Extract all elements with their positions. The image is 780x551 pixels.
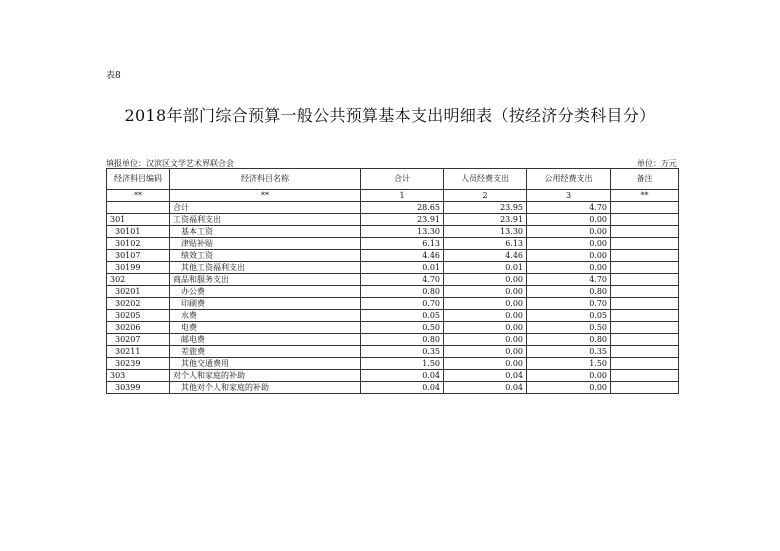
table-row xyxy=(107,298,679,310)
row-name: 印刷费 xyxy=(170,298,361,310)
row-code: 30205 xyxy=(107,310,170,322)
row-personnel: 23.91 xyxy=(444,214,527,226)
row-note xyxy=(611,202,679,214)
row-note xyxy=(611,286,679,298)
row-note xyxy=(611,334,679,346)
row-public: 0.80 xyxy=(527,286,611,298)
row-public: 0.00 xyxy=(527,370,611,382)
row-code: 30201 xyxy=(107,286,170,298)
row-code: 301 xyxy=(107,214,170,226)
row-name: 商品和服务支出 xyxy=(170,274,361,286)
table-row xyxy=(107,202,679,214)
row-note xyxy=(611,238,679,250)
table-row xyxy=(107,238,679,250)
row-total: 28.65 xyxy=(361,202,444,214)
row-personnel: 0.04 xyxy=(444,382,527,394)
row-name: 电费 xyxy=(170,322,361,334)
row-public: 0.70 xyxy=(527,298,611,310)
row-public: 0.00 xyxy=(527,262,611,274)
row-total: 4.46 xyxy=(361,250,444,262)
row-public: 0.05 xyxy=(527,310,611,322)
row-total: 6.13 xyxy=(361,238,444,250)
table-row xyxy=(107,262,679,274)
table-row xyxy=(107,214,679,226)
row-total: 0.04 xyxy=(361,370,444,382)
row-code: 303 xyxy=(107,370,170,382)
reporting-unit: 填报单位：汉滨区文学艺术界联合会 xyxy=(106,159,234,168)
row-code: 30199 xyxy=(107,262,170,274)
row-personnel: 23.95 xyxy=(444,202,527,214)
row-public: 1.50 xyxy=(527,358,611,370)
row-note xyxy=(611,250,679,262)
row-personnel: 0.00 xyxy=(444,310,527,322)
row-total: 1.50 xyxy=(361,358,444,370)
expenditure-table xyxy=(106,168,679,394)
row-public: 0.35 xyxy=(527,346,611,358)
header-public: 公用经费支出 xyxy=(527,169,611,190)
row-name: 邮电费 xyxy=(170,334,361,346)
row-note xyxy=(611,358,679,370)
row-public: 4.70 xyxy=(527,274,611,286)
row-name: 工资福利支出 xyxy=(170,214,361,226)
row-name: 水费 xyxy=(170,310,361,322)
row-total: 0.04 xyxy=(361,382,444,394)
row-total: 0.70 xyxy=(361,298,444,310)
row-code: 30206 xyxy=(107,322,170,334)
row-name: 其他交通费用 xyxy=(170,358,361,370)
row-name: 合计 xyxy=(170,202,361,214)
row-public: 0.00 xyxy=(527,382,611,394)
row-public: 4.70 xyxy=(527,202,611,214)
row-name: 基本工资 xyxy=(170,226,361,238)
row-code: 302 xyxy=(107,274,170,286)
row-personnel: 6.13 xyxy=(444,238,527,250)
row-note xyxy=(611,370,679,382)
row-personnel: 0.00 xyxy=(444,274,527,286)
table-row xyxy=(107,310,679,322)
index-cell: ** xyxy=(611,190,679,202)
row-public: 0.00 xyxy=(527,250,611,262)
row-note xyxy=(611,382,679,394)
row-public: 0.00 xyxy=(527,226,611,238)
row-personnel: 4.46 xyxy=(444,250,527,262)
index-cell: ** xyxy=(170,190,361,202)
row-personnel: 0.00 xyxy=(444,358,527,370)
row-code: 30239 xyxy=(107,358,170,370)
row-note xyxy=(611,226,679,238)
index-cell: ** xyxy=(107,190,170,202)
table-number-label: 表8 xyxy=(106,71,121,81)
row-total: 0.01 xyxy=(361,262,444,274)
header-name: 经济科目名称 xyxy=(170,169,361,190)
table-row xyxy=(107,322,679,334)
row-personnel: 0.00 xyxy=(444,334,527,346)
table-row xyxy=(107,358,679,370)
index-cell: 2 xyxy=(444,190,527,202)
row-personnel: 0.00 xyxy=(444,298,527,310)
row-total: 0.05 xyxy=(361,310,444,322)
row-name: 差旅费 xyxy=(170,346,361,358)
row-name: 津贴补贴 xyxy=(170,238,361,250)
row-code: 30102 xyxy=(107,238,170,250)
header-total: 合计 xyxy=(361,169,444,190)
row-note xyxy=(611,346,679,358)
row-public: 0.00 xyxy=(527,238,611,250)
table-row xyxy=(107,334,679,346)
row-name: 对个人和家庭的补助 xyxy=(170,370,361,382)
row-total: 0.80 xyxy=(361,334,444,346)
row-note xyxy=(611,274,679,286)
row-name: 办公费 xyxy=(170,286,361,298)
header-note: 备注 xyxy=(611,169,679,190)
row-code: 30107 xyxy=(107,250,170,262)
row-public: 0.80 xyxy=(527,334,611,346)
row-note xyxy=(611,298,679,310)
table-row xyxy=(107,382,679,394)
row-note xyxy=(611,322,679,334)
row-name: 其他对个人和家庭的补助 xyxy=(170,382,361,394)
row-note xyxy=(611,310,679,322)
table-row xyxy=(107,226,679,238)
row-total: 0.80 xyxy=(361,286,444,298)
header-code: 经济科目编码 xyxy=(107,169,170,190)
page-title: 2018年部门综合预算一般公共预算基本支出明细表（按经济分类科目分） xyxy=(124,106,656,125)
row-personnel: 0.01 xyxy=(444,262,527,274)
row-name: 绩效工资 xyxy=(170,250,361,262)
row-code xyxy=(107,202,170,214)
row-code: 30399 xyxy=(107,382,170,394)
index-cell: 1 xyxy=(361,190,444,202)
row-total: 4.70 xyxy=(361,274,444,286)
index-row xyxy=(107,190,679,202)
currency-unit: 单位：万元 xyxy=(637,159,677,168)
row-personnel: 0.00 xyxy=(444,286,527,298)
row-code: 30207 xyxy=(107,334,170,346)
row-total: 0.35 xyxy=(361,346,444,358)
row-note xyxy=(611,214,679,226)
row-total: 0.50 xyxy=(361,322,444,334)
row-personnel: 0.00 xyxy=(444,346,527,358)
row-personnel: 0.04 xyxy=(444,370,527,382)
index-cell: 3 xyxy=(527,190,611,202)
header-personnel: 人员经费支出 xyxy=(444,169,527,190)
row-personnel: 13.30 xyxy=(444,226,527,238)
table-row xyxy=(107,286,679,298)
table-row xyxy=(107,250,679,262)
row-public: 0.50 xyxy=(527,322,611,334)
row-personnel: 0.00 xyxy=(444,322,527,334)
table-row xyxy=(107,346,679,358)
header-row xyxy=(107,169,679,190)
table-row xyxy=(107,370,679,382)
row-public: 0.00 xyxy=(527,214,611,226)
row-total: 13.30 xyxy=(361,226,444,238)
row-code: 30202 xyxy=(107,298,170,310)
row-total: 23.91 xyxy=(361,214,444,226)
row-name: 其他工资福利支出 xyxy=(170,262,361,274)
row-note xyxy=(611,262,679,274)
row-code: 30101 xyxy=(107,226,170,238)
table-row xyxy=(107,274,679,286)
row-code: 30211 xyxy=(107,346,170,358)
